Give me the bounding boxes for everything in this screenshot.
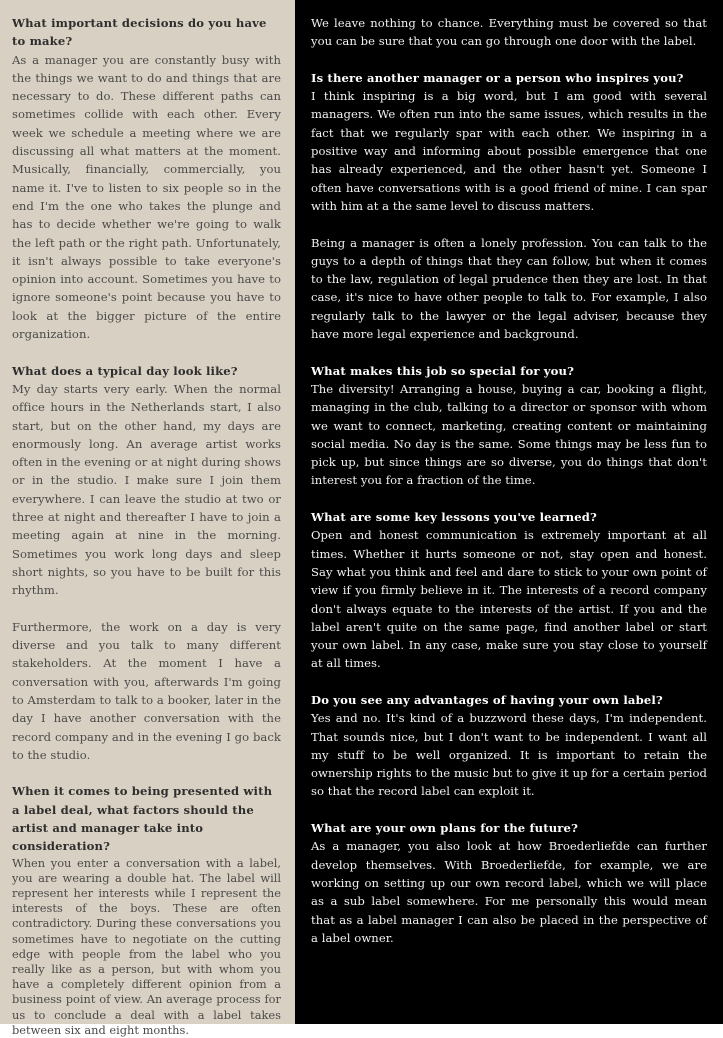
section-own-label [311,691,707,801]
answer-decisions: As a manager you are constantly busy with the things we want to do and things that are necessary to do. These different paths can sometimes collide with each other. Every week we schedule a meeting where we are discussing all what matters at the moment. Musically, financially, commercially, you name it. I've to listen to six people so in the end I'm the one who takes the plunge and has to decide whether we're going to walk the left path or the right path. Unfortunately, it isn't always possible to take everyone's opinion into account. Sometimes you have to ignore someone's point because you have to look at the bigger picture of the entire organization. [12,52,281,342]
answer-future: As a manager, you also look at how Broederliefde can further develop themselves. With Broederliefde, for example, we are working on setting up our own record label, which we will place as a sub label somewhere. For me personally this would mean that as a label manager I can also be placed in the perspective of a label owner. [311,839,707,945]
question-inspires: Is there another manager or a person who inspires you? [311,70,684,85]
question-label-deal: When it comes to being presented with a label deal, what factors should the artist and manager take into consideration? [12,784,273,854]
section-decisions [12,14,281,343]
section-future [311,819,707,947]
answer-label-deal: When you enter a conversation with a label, you are wearing a double hat. The label will represent her interests while I represent the interests of the boys. These are often contradictory. During these conversations you sometimes have to negotiate on the cutting edge with people from the label who you really like as a person, but with whom you have a completely different opinion from a business point of view. An average process for us to conclude a deal with a label takes between six and eight months. [12,855,281,1037]
answer-special: The diversity! Arranging a house, buying a car, booking a flight, managing in the club, talking to a director or sponsor with whom we want to connect, marketing, creating content or maintaining social media. No day is the same. Some things may be less fun to pick up, but since things are so diverse, you do things that don't interest you for a fraction of the time. [311,381,707,488]
question-decisions: What important decisions do you have to make? [12,16,267,49]
question-special: What makes this job so special for you? [311,363,575,378]
right-column [295,0,723,1024]
question-typical-day: What does a typical day look like? [12,363,238,378]
question-future: What are your own plans for the future? [311,821,579,836]
question-own-label: Do you see any advantages of having your own label? [311,692,663,707]
section-lessons [311,508,707,673]
intro-paragraph: We leave nothing to chance. Everything must be covered so that you can be sure that you can go through one door with the label. [311,16,707,49]
answer-typical-day-1: My day starts very early. When the normal office hours in the Netherlands start, I also start, but on the other hand, my days are enormously long. An average artist works often in the evening or at night during shows or in the studio. I make sure I join them everywhere. I can leave the studio at two or three at night and thereafter I have to join a meeting again at nine in the morning. Sometimes you work long days and sleep short nights, so you have to be built for this rhythm. [12,381,281,598]
answer-own-label: Yes and no. It's kind of a buzzword these days, I'm independent. That sounds nice, but I don't want to be independent. I want all my stuff to be well organized. It is important to retain the ownership rights to the music but to give it up for a certain period so that the record label can exploit it. [311,711,707,799]
answer-typical-day-2: Furthermore, the work on a day is very diverse and you talk to many different stakeholders. At the moment I have a conversation with you, afterwards I'm going to Amsterdam to talk to a booker, later in the day I have another conversation with the record company and in the evening I go back to the studio. [12,619,281,762]
question-lessons: What are some key lessons you've learned? [311,510,597,525]
section-typical-day [12,362,281,765]
left-column [0,0,295,1037]
section-inspires [311,69,707,343]
section-label-deal [12,782,281,1038]
section-special [311,362,707,490]
answer-inspires-1: I think inspiring is a big word, but I am good with several managers. We often run into the same issues, which results in the fact that we regularly spar with each other. We inspiring in a positive way and informing about possible emergence that one has already experienced, and the other hasn't yet. Someone I often have conversations with is a good friend of mine. I can spar with him at a the same level to discuss matters. [311,89,707,213]
answer-inspires-2: Being a manager is often a lonely profession. You can talk to the guys to a depth of things that they can follow, but when it comes to the law, regulation of legal prudence then they are lost. In that case, it's nice to have other people to talk to. For example, I also regularly talk to the lawyer or the legal adviser, because they have more legal experience and background. [311,235,707,342]
answer-lessons: Open and honest communication is extremely important at all times. Whether it hurts someone or not, stay open and honest. Say what you think and feel and dare to stick to your own point of view if you firmly believe in it. The interests of a record company don't always equate to the interests of the artist. If you and the label aren't quite on the same page, find another label or start your own label. In any case, make sure you stay close to yourself at all times. [311,528,707,671]
